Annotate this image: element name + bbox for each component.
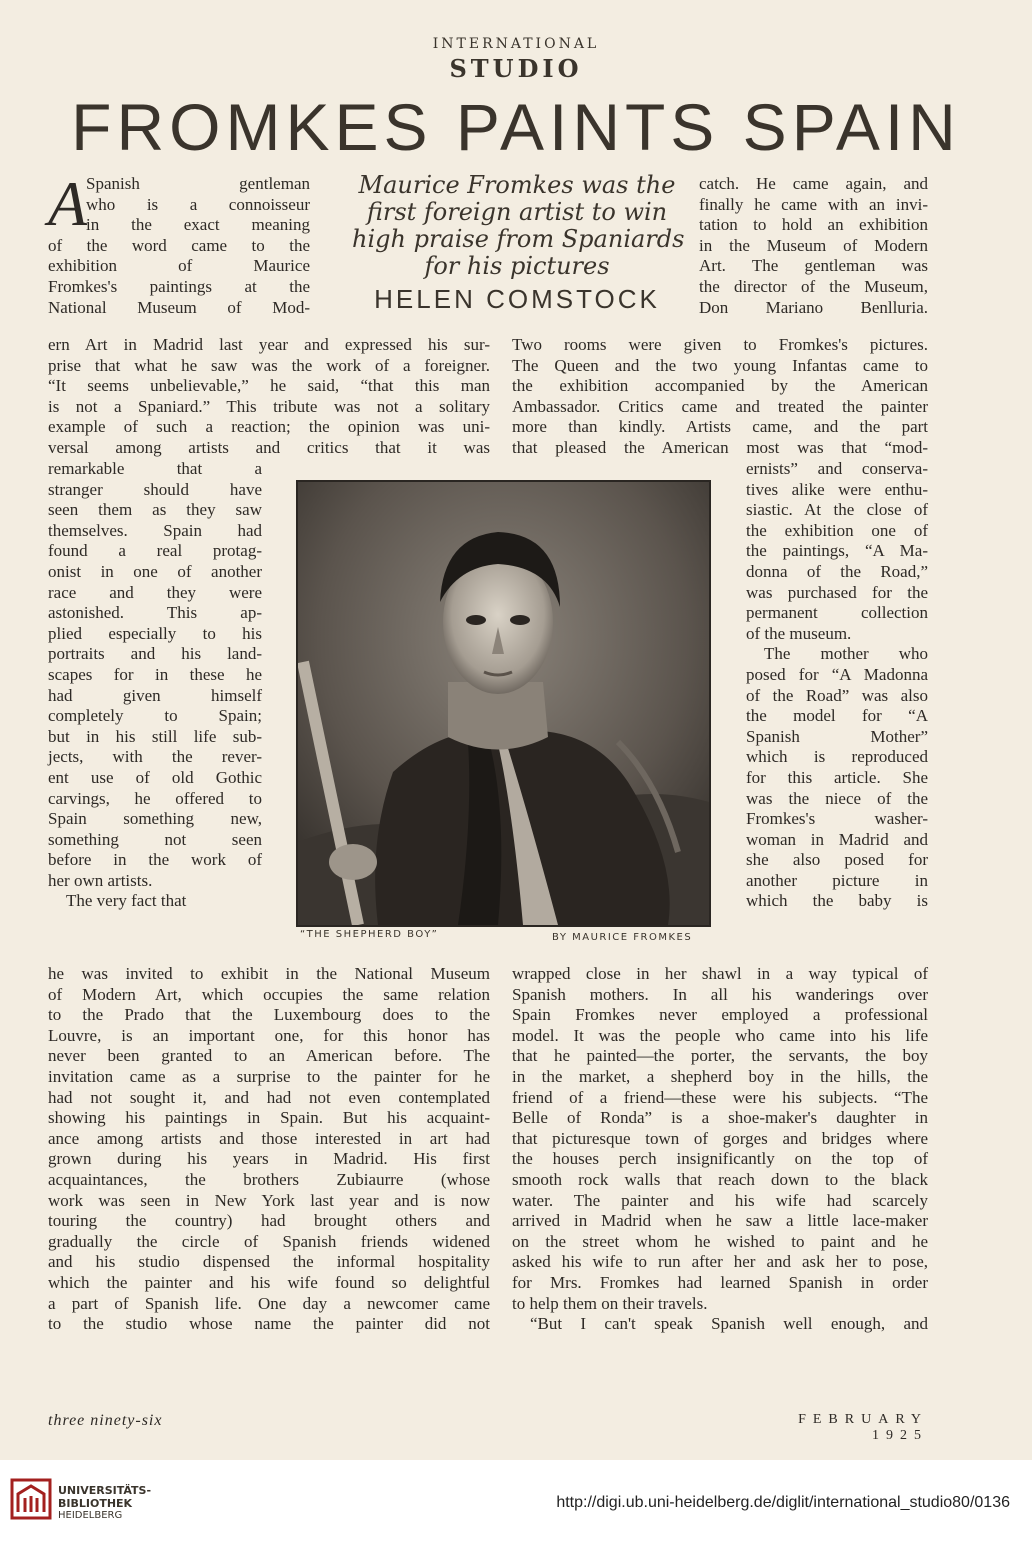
library-name [58, 1484, 151, 1510]
text-line: work was seen in New York last year and is now [48, 1190, 490, 1210]
text-line: ance among artists and those interested in art had [48, 1128, 490, 1148]
text-line: tives alike were enthu- [746, 479, 928, 499]
text-line: that pleased the American most was that “mod- [512, 437, 928, 457]
text-line: for Mrs. Fromkes had learned Spanish in order [512, 1272, 928, 1292]
text-line: Belle of Ronda” is a shoe-maker's daughter in [512, 1108, 928, 1128]
text-line: asked his wife to run after her and ask her to pose, [512, 1252, 928, 1272]
text-line: had given himself [48, 685, 262, 705]
text-line: Spanish Mother” [746, 726, 928, 746]
text-line: remarkable that a [48, 459, 262, 478]
text-line: gradually the circle of Spanish friends widened [48, 1231, 490, 1251]
text-line: invitation came as a surprise to the painter for he [48, 1066, 490, 1086]
left-bottom-text [48, 964, 490, 1335]
text-line: on the street whom he wished to paint and he [512, 1231, 928, 1251]
text-line: to the studio whose name the painter did not [48, 1314, 490, 1334]
text-line: is not a Spaniard.” This tribute was not a solitary [48, 396, 490, 416]
text-line: The Queen and the two young Infantas came to [512, 355, 928, 375]
text-line: to the Prado that the Luxembourg does to the [48, 1005, 490, 1025]
figure-caption-credit: BY MAURICE FROMKES [552, 932, 693, 943]
text-line: but in his still life sub- [48, 726, 262, 746]
text-line: to help them on their travels. [512, 1293, 708, 1313]
text-line: the model for “A [746, 706, 928, 726]
byline: HELEN COMSTOCK [374, 284, 660, 314]
text-line: never been granted to an American before. The [48, 1046, 490, 1066]
text-line: posed for “A Madonna [746, 664, 928, 684]
text-line: example of such a reaction; the opinion was uni- [48, 417, 490, 437]
figure-caption-title: “THE SHEPHERD BOY” [300, 929, 439, 940]
text-line: “It seems unbelievable,” he said, “that this man [48, 376, 490, 396]
text-line: siastic. At the close of [746, 500, 928, 520]
painting-shepherd-boy [296, 480, 711, 927]
text-line: that picturesque town of gorges and bridges where [512, 1128, 928, 1148]
text-line: stranger should have [48, 479, 262, 499]
text-line: friend of a friend—these were his subjects. “The [512, 1087, 928, 1107]
text-line: National Museum of Mod- [48, 297, 310, 317]
masthead-top: INTERNATIONAL [432, 36, 600, 52]
right-narrow-text [746, 459, 928, 912]
deck-line: for his pictures [424, 252, 610, 280]
text-line: themselves. Spain had [48, 520, 262, 540]
text-line: which is reproduced [746, 747, 928, 767]
text-line: ernists” and conserva- [746, 459, 928, 478]
text-line: found a real protag- [48, 541, 262, 561]
text-line: ern Art in Madrid last year and expressed his sur- [48, 335, 490, 354]
text-line: race and they were [48, 582, 262, 602]
right-mid-text [512, 335, 928, 459]
text-line: Fromkes's washer- [746, 809, 928, 829]
text-line: of the museum. [746, 623, 852, 643]
source-url[interactable]: http://digi.ub.uni-heidelberg.de/diglit/international_studio80/0136 [556, 1494, 1010, 1511]
text-line: before in the work of [48, 850, 262, 870]
text-line: which the painter and his wife found so delightful [48, 1272, 490, 1292]
text-line: of the word came to the [48, 235, 310, 255]
text-line: she also posed for [746, 850, 928, 870]
text-line: Spain something new, [48, 809, 262, 829]
left-narrow-text [48, 459, 262, 912]
article-headline: FROMKES PAINTS SPAIN [71, 90, 961, 164]
text-line: Spain Fromkes never employed a professional [512, 1005, 928, 1025]
text-line: in the market, a shepherd boy in the hills, the [512, 1066, 928, 1086]
text-line: the director of the Museum, [699, 276, 928, 296]
text-line: scapes for in these he [48, 664, 262, 684]
library-logo-icon [10, 1478, 52, 1520]
text-line: he was invited to exhibit in the National Museum [48, 964, 490, 983]
deck-line: Maurice Fromkes was the [358, 171, 676, 199]
page-number: three ninety-six [48, 1412, 163, 1429]
text-line: another picture in [746, 870, 928, 890]
text-line: her own artists. [48, 870, 153, 890]
text-line: the exhibition one of [746, 520, 928, 540]
text-line: completely to Spain; [48, 706, 262, 726]
text-line: versal among artists and critics that it was [48, 437, 490, 457]
issue-date: FEBRUARY 1925 [798, 1412, 928, 1443]
text-line: tation to hold an exhibition [699, 215, 928, 235]
article-deck [352, 171, 685, 280]
text-line: Art. The gentleman was [699, 256, 928, 276]
text-line: onist in one of another [48, 561, 262, 581]
text-line: water. The painter and his wife had scarcely [512, 1190, 928, 1210]
text-line: Don Mariano Benlluria. [699, 297, 928, 317]
text-line: astonished. This ap- [48, 603, 262, 623]
text-line: the houses perch insignificantly on the top of [512, 1149, 928, 1169]
text-line: touring the country) had brought others and [48, 1211, 490, 1231]
text-line: acquaintances, the brothers Zubiaurre (whose [48, 1169, 490, 1189]
text-line: plied especially to his [48, 623, 262, 643]
text-line: was purchased for the [746, 582, 928, 602]
text-line: arrived in Madrid when he saw a little lace-maker [512, 1211, 928, 1231]
text-line: Ambassador. Critics came and treated the painter [512, 396, 928, 416]
drop-cap: A [48, 168, 88, 239]
text-line: in the exact meaning [86, 215, 310, 235]
text-line: catch. He came again, and [699, 174, 928, 193]
text-line: seen them as they saw [48, 500, 262, 520]
text-line: and his studio dispensed the informal hospitality [48, 1252, 490, 1272]
text-line: that he painted—the porter, the servants, the boy [512, 1046, 928, 1066]
text-line: smooth rock walls that reach down to the black [512, 1169, 928, 1189]
text-line: carvings, he offered to [48, 788, 262, 808]
text-line: exhibition of Maurice [48, 256, 310, 276]
text-line: Two rooms were given to Fromkes's pictures. [512, 335, 928, 354]
text-line: more than kindly. Artists came, and the part [512, 417, 928, 437]
text-line: of the Road” was also [746, 685, 928, 705]
text-line: “But I can't speak Spanish well enough, and [530, 1314, 928, 1334]
library-name-line: UNIVERSITÄTS- [58, 1484, 152, 1497]
left-mid-text [48, 335, 490, 459]
text-line: of Modern Art, which occupies the same relation [48, 984, 490, 1004]
text-line: the paintings, “A Ma- [746, 541, 928, 561]
left-top-text [48, 168, 310, 318]
text-line: for this article. She [746, 767, 928, 787]
text-line: woman in Madrid and [746, 829, 928, 849]
text-line: Spanish gentleman [86, 174, 310, 193]
text-line: showing his paintings in Spain. But his acquaint- [48, 1108, 490, 1128]
library-city: HEIDELBERG [58, 1510, 123, 1521]
text-line: in the Museum of Modern [699, 235, 928, 255]
text-line: which the baby is [746, 891, 928, 911]
text-line: finally he came with an invi- [699, 194, 928, 214]
text-line: Spanish mothers. In all his wanderings over [512, 984, 928, 1004]
deck-line: high praise from Spaniards [352, 225, 685, 253]
text-line: wrapped close in her shawl in a way typical of [512, 964, 928, 983]
text-line: was the niece of the [746, 788, 928, 808]
right-bottom-text [512, 964, 928, 1335]
masthead-title: STUDIO [449, 54, 583, 83]
library-name-line: BIBLIOTHEK [58, 1497, 133, 1510]
text-line: who is a connoisseur [86, 194, 310, 214]
text-line: the exhibition accompanied by the American [512, 376, 928, 396]
text-line: model. It was the people who came into his life [512, 1025, 928, 1045]
text-line: a part of Spanish life. One day a newcomer came [48, 1293, 490, 1313]
text-line: permanent collection [746, 603, 928, 623]
text-line: donna of the Road,” [746, 561, 928, 581]
deck-line: first foreign artist to win [366, 198, 668, 226]
text-line: Fromkes's paintings at the [48, 276, 310, 296]
text-line: jects, with the rever- [48, 747, 262, 767]
text-line: portraits and his land- [48, 644, 262, 664]
text-line: Louvre, is an important one, for this honor has [48, 1025, 490, 1045]
text-line: something not seen [48, 829, 262, 849]
text-line: The mother who [764, 644, 928, 664]
text-line: grown during his years in Madrid. His first [48, 1149, 490, 1169]
text-line: The very fact that [66, 891, 187, 911]
text-line: ent use of old Gothic [48, 767, 262, 787]
painting-illustration [298, 482, 709, 925]
text-line: had not sought it, and had not even contemplated [48, 1087, 490, 1107]
right-top-text [699, 174, 928, 318]
text-line: prise that what he saw was the work of a foreigner. [48, 355, 490, 375]
